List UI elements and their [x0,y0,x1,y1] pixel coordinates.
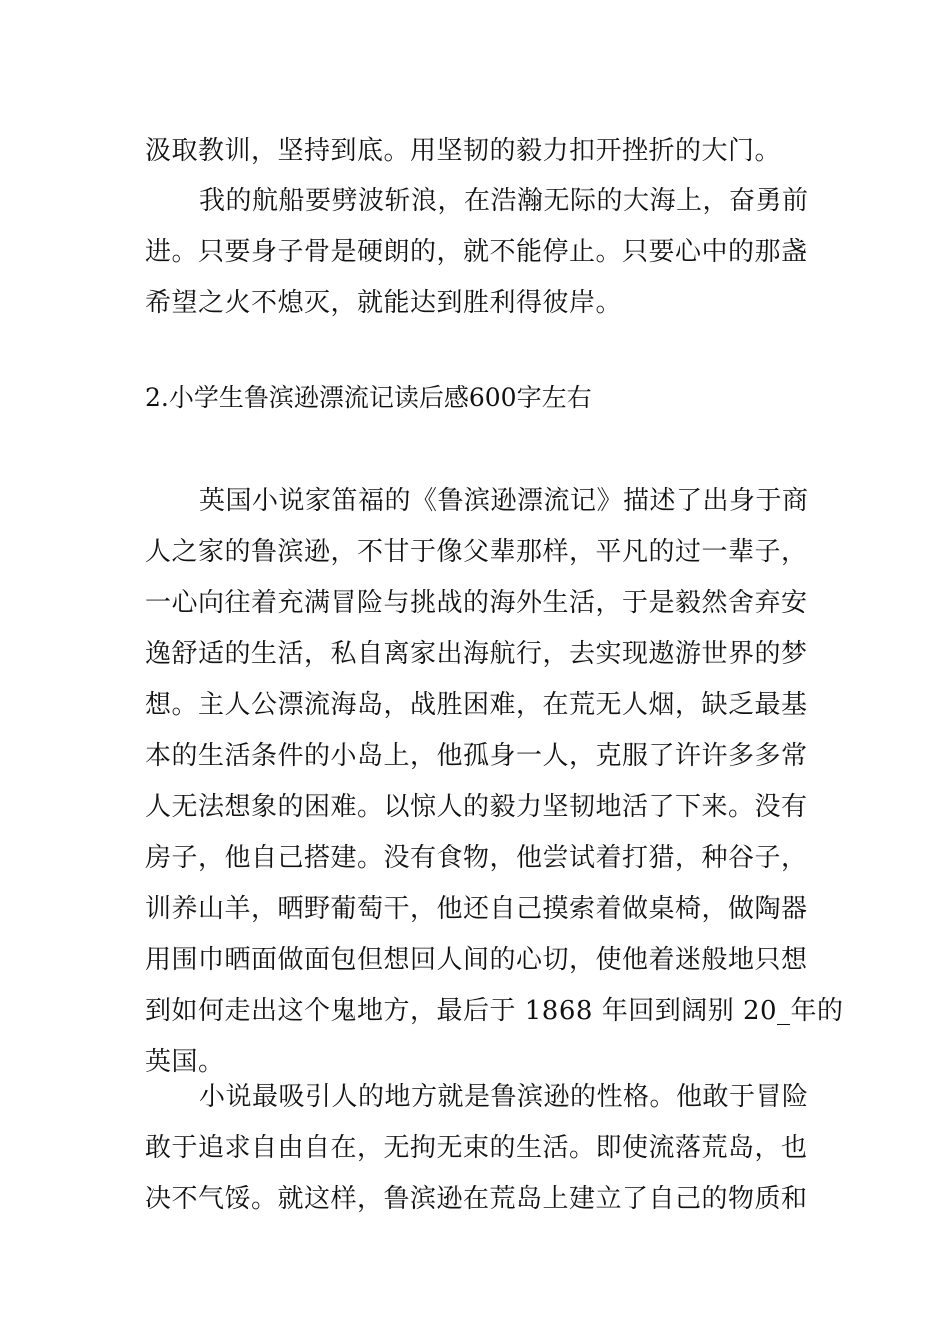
text-line: 希望之火不熄灭，就能达到胜利得彼岸。 [145,288,623,318]
text-line: 敢于追求自由自在，无拘无束的生活。即使流落荒岛，也 [145,1133,808,1163]
text-line: 英国小说家笛福的《鲁滨逊漂流记》描述了出身于商 [199,486,809,516]
paragraph-continuation [145,126,810,177]
text-line: 想。主人公漂流海岛，战胜困难，在荒无人烟，缺乏最基 [145,690,808,720]
paragraph-character [145,1072,810,1225]
text-line: 一心向往着充满冒险与挑战的海外生活，于是毅然舍弃安 [145,588,808,618]
text-line: 人无法想象的困难。以惊人的毅力坚韧地活了下来。没有 [145,792,808,822]
paragraph-summary [145,476,844,1088]
section-heading: 2.小学生鲁滨逊漂流记读后感600字左右 [145,383,592,412]
text-line: 到如何走出这个鬼地方，最后于 1868 年回到阔别 20_年的 [145,996,844,1026]
text-line: 房子，他自己搭建。没有食物，他尝试着打猎，种谷子， [145,843,808,873]
text-line: 逸舒适的生活，私自离家出海航行，去实现遨游世界的梦 [145,639,808,669]
text-line: 我的航船要劈波斩浪，在浩瀚无际的大海上，奋勇前 [199,186,809,216]
text-line: 决不气馁。就这样，鲁滨逊在荒岛上建立了自己的物质和 [145,1184,808,1214]
text-line: 汲取教训，坚持到底。用坚韧的毅力扣开挫折的大门。 [145,136,782,166]
text-line: 进。只要身子骨是硬朗的，就不能停止。只要心中的那盏 [145,237,808,267]
text-line: 本的生活条件的小岛上，他孤身一人，克服了许许多多常 [145,741,808,771]
text-line: 英国。 [145,1047,225,1077]
paragraph-voyage [145,176,810,329]
text-line: 训养山羊，晒野葡萄干，他还自己摸索着做桌椅，做陶器 [145,894,808,924]
text-line: 用围巾晒面做面包但想回人间的心切，使他着迷般地只想 [145,945,808,975]
text-line: 人之家的鲁滨逊，不甘于像父辈那样，平凡的过一辈子， [145,537,808,567]
text-line: 小说最吸引人的地方就是鲁滨逊的性格。他敢于冒险 [199,1082,809,1112]
